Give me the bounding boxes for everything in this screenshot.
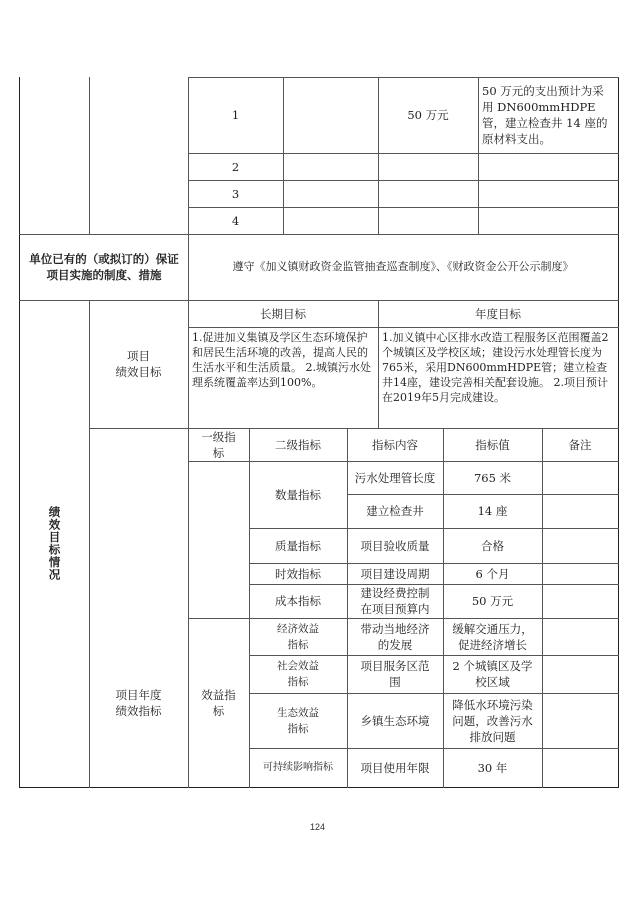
grid-line: [89, 77, 90, 234]
level2-social: 社会效益 指标: [277, 660, 319, 688]
indicators-label: 项目年度 绩效指标: [115, 687, 162, 718]
level2-quantity: 数量指标: [275, 487, 321, 502]
annual-text: 1.加义镇中心区排水改造工程服务区范围覆盖2个城镇区及学校区域；建设污水处理管长度为765米，采用DN600mmHDPE管；建立检查井14座，建设完善相关配套设施。 2.项目预计在2019年5月完成建设。: [382, 331, 609, 404]
table-border-right: [618, 77, 619, 788]
policy-label: 单位已有的（或拟订的）保证项目实施的制度、措施: [29, 252, 179, 282]
budget-row-amount: 50 万元: [407, 108, 449, 122]
indicator-content: 乡镇生态环境: [360, 713, 430, 728]
header-content: 指标内容: [372, 437, 418, 452]
budget-row-note: 50 万元的支出预计为采用 DN600mmHDPE 管，建立检查井 14 座的原材料支出。: [482, 84, 608, 146]
indicator-value: 30 年: [477, 760, 508, 775]
budget-row-number: 1: [231, 108, 240, 122]
level2-sustainable: 可持续影响指标: [263, 761, 333, 773]
indicator-content: 项目使用年限: [360, 760, 430, 775]
annual-header: 年度目标: [475, 306, 521, 321]
level2-timeliness: 时效指标: [275, 566, 321, 581]
indicator-content: 带动当地经济的发展: [360, 621, 430, 652]
indicator-value: 缓解交通压力，促进经济增长: [452, 621, 533, 652]
indicator-value: 降低水环境污染问题，改善污水排放问题: [452, 697, 533, 744]
policy-value: 遵守《加义镇财政资金监管抽查巡查制度》、《财政资金公开公示制度》: [232, 260, 574, 273]
level1-benefit: 效益指标: [201, 687, 236, 718]
indicator-value: 14 座: [477, 504, 508, 518]
level2-quality: 质量指标: [275, 538, 321, 553]
indicator-value: 50 万元: [471, 594, 514, 608]
indicator-content: 污水处理管长度: [354, 470, 436, 485]
page-number: 124: [309, 822, 326, 832]
table-border-bottom: [19, 787, 619, 788]
indicator-content: 项目服务区范围: [360, 659, 430, 689]
grid-line: [283, 77, 284, 234]
indicator-value: 合格: [481, 538, 504, 553]
indicator-content: 建立检查井: [366, 504, 424, 518]
indicator-value: 765 米: [473, 470, 512, 485]
budget-row-number: 3: [231, 186, 240, 201]
level2-cost: 成本指标: [275, 594, 321, 608]
performance-section-label: [20, 300, 89, 787]
level2-ecological: 生态效益 指标: [277, 706, 319, 735]
indicator-content: 项目建设周期: [360, 566, 430, 581]
header-value: 指标值: [475, 437, 510, 452]
grid-line: [542, 428, 543, 788]
long-term-header: 长期目标: [260, 306, 306, 321]
long-term-text: 1.促进加义集镇及学区生态环境保护和居民生活环境的改善，提高人民的生活水平和生活质量。 2.城镇污水处理系统覆盖率达到100%。: [192, 331, 371, 389]
budget-row-number: 2: [231, 159, 240, 174]
indicator-content: 建设经费控制在项目预算内: [360, 586, 430, 616]
indicator-value: 2 个城镇区及学校区域: [452, 659, 533, 689]
header-note: 备注: [568, 437, 592, 452]
header-level1: 一级指标: [201, 429, 236, 460]
budget-row-number: 4: [231, 213, 240, 228]
performance-section-text: 绩效目标情况: [47, 506, 62, 581]
goals-label: 项目 绩效目标: [115, 349, 162, 379]
header-level2: 二级指标: [275, 437, 321, 452]
indicator-value: 6 个月: [475, 566, 510, 581]
level2-economic: 经济效益 指标: [277, 622, 319, 651]
indicator-content: 项目验收质量: [360, 538, 430, 553]
